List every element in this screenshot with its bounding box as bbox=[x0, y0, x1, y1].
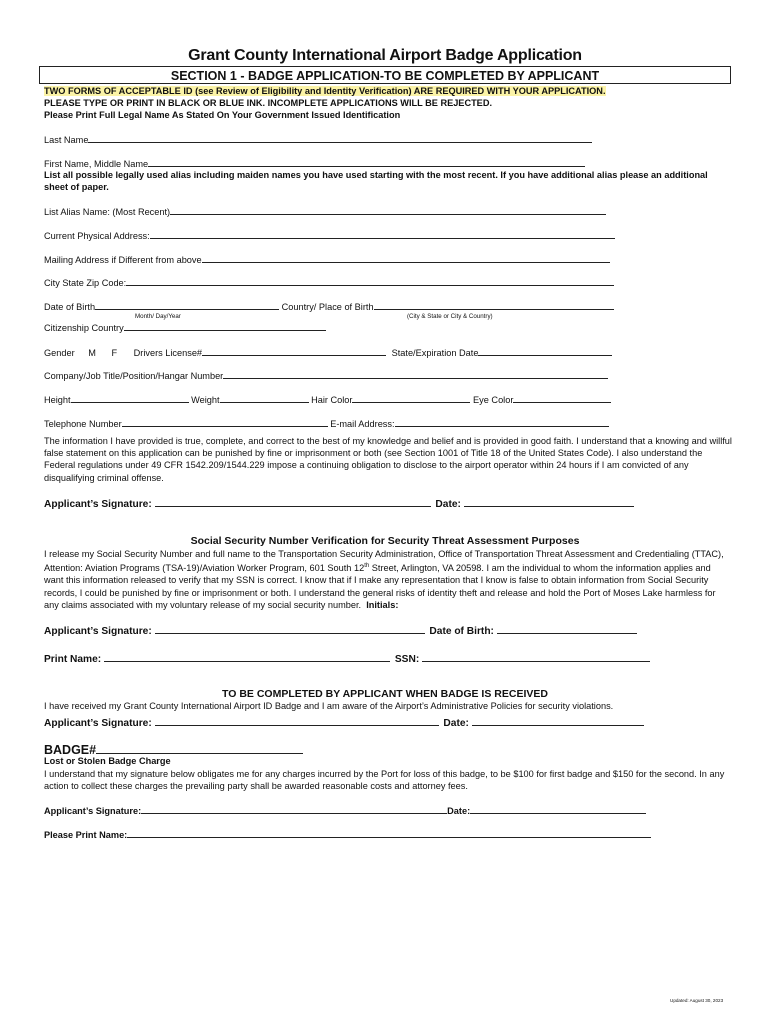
physical-address-field[interactable] bbox=[150, 229, 615, 239]
received-text: I have received my Grant County International Airport ID Badge and I am aware of the Airport’s Administrative Policies for security violations. bbox=[44, 701, 614, 711]
eye-label: Eye Color bbox=[473, 395, 514, 405]
company-field[interactable] bbox=[223, 369, 608, 379]
section1-signature-label: Applicant’s Signature: bbox=[44, 499, 152, 510]
pob-hint: (City & State or City & Country) bbox=[407, 313, 493, 320]
drivers-license-label: Drivers License# bbox=[133, 348, 203, 358]
certification-text: The information I have provided is true, complete, and correct to the best of my knowledge and belief and is provided in good faith. I understand that a knowing and willful false statement on this application can be punished by fine or imprisonment or both (see Section 1001 of Title 18 of the United States Code). I also understand the Federal regulations under 49 CFR 1542.209/1544.229 impose a continuing obligation to disclose to the airport operator within 24 hours if I am convicted of any disqualifying criminal offense. bbox=[44, 436, 732, 483]
gender-m-option[interactable]: M bbox=[88, 348, 96, 358]
alias-field[interactable] bbox=[170, 205, 606, 215]
ssn-dob-label: Date of Birth: bbox=[429, 626, 494, 637]
telephone-field[interactable] bbox=[122, 417, 328, 427]
state-exp-label: State/Expiration Date bbox=[391, 348, 479, 358]
mailing-address-field[interactable] bbox=[202, 253, 610, 263]
ssn-heading: Social Security Number Verification for Security Threat Assessment Purposes bbox=[190, 535, 580, 547]
section1-heading: SECTION 1 - BADGE APPLICATION-TO BE COMPLETED BY APPLICANT bbox=[39, 66, 731, 84]
form-title: Grant County International Airport Badge Application bbox=[188, 47, 582, 64]
dob-field[interactable] bbox=[95, 300, 279, 310]
ssn-field[interactable] bbox=[422, 650, 650, 662]
telephone-label: Telephone Number bbox=[44, 419, 122, 429]
citizenship-label: Citizenship Country bbox=[44, 323, 124, 333]
ssn-print-name-field[interactable] bbox=[104, 650, 390, 662]
dob-row bbox=[44, 300, 614, 312]
company-label: Company/Job Title/Position/Hangar Number bbox=[44, 371, 224, 381]
badge-signature-field[interactable] bbox=[141, 804, 447, 814]
mailing-address-row bbox=[44, 253, 610, 265]
alias-instructions: List all possible legally used alias including maiden names you have used starting with the most recent. If you have additional alias please an additional sheet of paper. bbox=[44, 170, 708, 193]
section1-date-label: Date: bbox=[435, 499, 461, 510]
physical-traits-row bbox=[44, 393, 611, 405]
badge-print-row bbox=[44, 828, 651, 840]
hair-field[interactable] bbox=[352, 393, 470, 403]
first-middle-row bbox=[44, 157, 585, 169]
ssn-label: SSN: bbox=[394, 654, 420, 665]
first-middle-field[interactable] bbox=[148, 157, 585, 167]
section1-date-field[interactable] bbox=[464, 495, 634, 507]
citizenship-row bbox=[44, 321, 326, 333]
first-middle-label: First Name, Middle Name bbox=[44, 159, 149, 169]
city-state-zip-field[interactable] bbox=[126, 276, 614, 286]
citizenship-field[interactable] bbox=[124, 321, 326, 331]
legal-name-notice: Please Print Full Legal Name As Stated On Your Government Issued Identification bbox=[44, 110, 401, 120]
company-row bbox=[44, 369, 608, 381]
last-name-label: Last Name bbox=[44, 135, 89, 145]
ink-notice: PLEASE TYPE OR PRINT IN BLACK OR BLUE INK. INCOMPLETE APPLICATIONS WILL BE REJECTED. bbox=[44, 98, 493, 108]
gender-label: Gender bbox=[44, 348, 75, 358]
email-field[interactable] bbox=[395, 417, 609, 427]
badge-number-label: BADGE# bbox=[44, 743, 97, 757]
alias-row bbox=[44, 205, 606, 217]
country-pob-label: Country/ Place of Birth bbox=[281, 302, 374, 312]
section1-signature-field[interactable] bbox=[155, 495, 431, 507]
ssn-dob-field[interactable] bbox=[497, 622, 637, 634]
id-requirement-notice: TWO FORMS OF ACCEPTABLE ID (see Review of Eligibility and Identity Verification) ARE REQUIRED WITH YOUR APPLICATION. bbox=[44, 86, 606, 96]
badge-signature-label: Applicant’s Signature: bbox=[44, 806, 142, 816]
received-signature-label: Applicant’s Signature: bbox=[44, 718, 152, 729]
ssn-print-name-label: Print Name: bbox=[44, 654, 102, 665]
weight-field[interactable] bbox=[220, 393, 309, 403]
initials-label: Initials bbox=[366, 599, 396, 610]
physical-address-row bbox=[44, 229, 615, 241]
email-label: E-mail Address: bbox=[330, 419, 395, 429]
ssn-release-text: I release my Social Security Number and full name to the Transportation Security Administration, Office of Transportation Threat Assessment and Credentialing (TTAC), Attention: Aviation Programs (TSA-19)/Aviation Worker Program, 601 South 12th Street, Arlington, VA 20598. I am the individual to whom the information applies and want this information released to verify that my SSN is correct. I know that if I make any representation that I know is false to obtain information from Social Security records, I could be punished by fine or imprisonment or both. I understand the general risks of identity theft and release and hold the Port of Moses Lake harmless for any claims associated with my voluntary release of my social security number. Initials: bbox=[44, 549, 724, 610]
height-field[interactable] bbox=[71, 393, 189, 403]
badge-number-field[interactable] bbox=[96, 741, 303, 754]
lost-badge-text: I understand that my signature below obligates me for any charges incurred by the Port for loss of this badge, to be $100 for first badge and $150 for the second. In any action to collect these charges the prevailing party shall be awarded reasonable costs and attorney fees. bbox=[44, 769, 725, 792]
gender-f-option[interactable]: F bbox=[111, 348, 118, 358]
state-exp-field[interactable] bbox=[478, 346, 612, 356]
badge-date-field[interactable] bbox=[470, 804, 646, 814]
dob-label: Date of Birth bbox=[44, 302, 96, 312]
city-state-zip-label: City State Zip Code: bbox=[44, 278, 127, 288]
received-date-field[interactable] bbox=[472, 714, 644, 726]
hair-label: Hair Color bbox=[311, 395, 353, 405]
ssn-signature-label: Applicant’s Signature: bbox=[44, 626, 152, 637]
eye-field[interactable] bbox=[513, 393, 611, 403]
badge-print-name-label: Please Print Name: bbox=[44, 830, 128, 840]
ssn-print-row bbox=[44, 650, 650, 665]
ssn-signature-field[interactable] bbox=[155, 622, 425, 634]
mailing-address-label: Mailing Address if Different from above bbox=[44, 255, 202, 265]
dob-hint: Month/ Day/Year bbox=[135, 313, 181, 320]
physical-address-label: Current Physical Address: bbox=[44, 231, 150, 241]
section1-signature-row bbox=[44, 495, 634, 510]
updated-date: Updated: August 30, 2023 bbox=[670, 998, 724, 1003]
gender-dl-row bbox=[44, 346, 612, 358]
received-signature-row bbox=[44, 714, 644, 729]
ssn-signature-row bbox=[44, 622, 637, 637]
badge-signature-row bbox=[44, 804, 646, 816]
badge-print-name-field[interactable] bbox=[127, 828, 651, 838]
country-pob-field[interactable] bbox=[374, 300, 614, 310]
last-name-field[interactable] bbox=[88, 133, 592, 143]
city-state-zip-row bbox=[44, 276, 614, 288]
height-label: Height bbox=[44, 395, 71, 405]
contact-row bbox=[44, 417, 609, 429]
badge-date-label: Date: bbox=[447, 806, 471, 816]
received-date-label: Date: bbox=[443, 718, 469, 729]
lost-badge-heading: Lost or Stolen Badge Charge bbox=[44, 756, 171, 766]
weight-label: Weight bbox=[191, 395, 220, 405]
last-name-row bbox=[44, 133, 592, 145]
drivers-license-field[interactable] bbox=[202, 346, 386, 356]
alias-label: List Alias Name: (Most Recent) bbox=[44, 207, 171, 217]
received-heading: TO BE COMPLETED BY APPLICANT WHEN BADGE IS RECEIVED bbox=[222, 688, 548, 700]
received-signature-field[interactable] bbox=[155, 714, 439, 726]
